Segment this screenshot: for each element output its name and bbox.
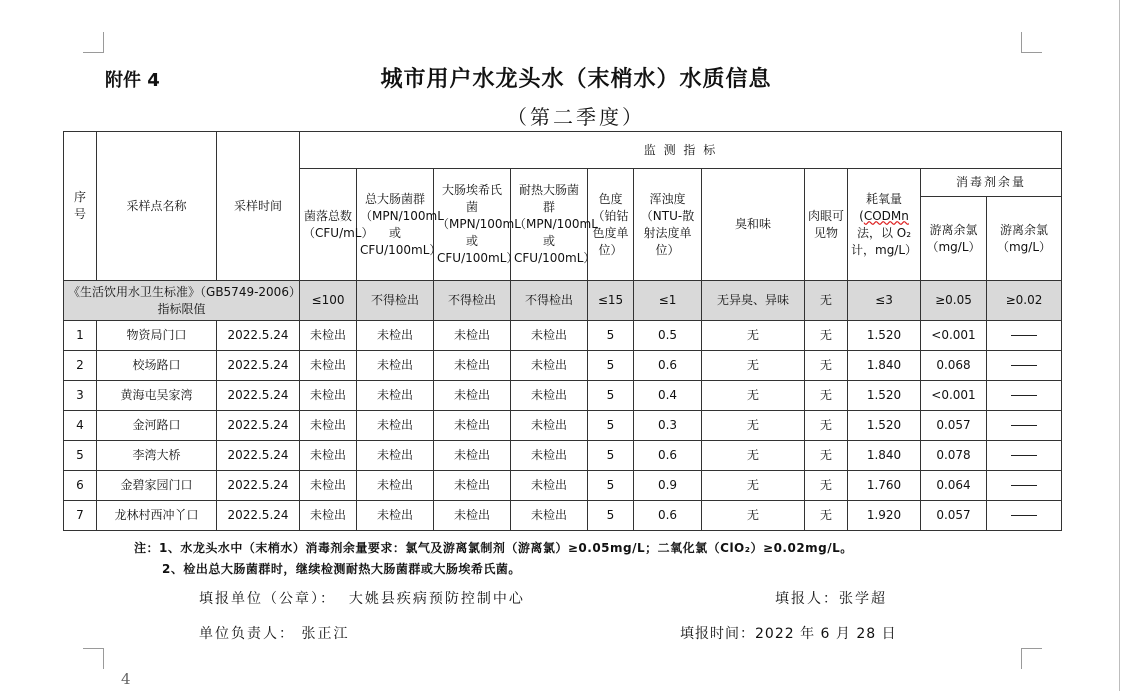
standard-label: 《生活饮用水卫生标准》（GB5749-2006）指标限值 — [64, 281, 300, 321]
cell-visible: 无 — [805, 411, 848, 441]
cell-coliforms: 未检出 — [357, 381, 434, 411]
header-oxygen — [848, 169, 921, 281]
cell-color: 5 — [588, 411, 634, 441]
standard-value: ≥0.02 — [987, 281, 1062, 321]
cell-color: 5 — [588, 321, 634, 351]
cell-oxygen: 1.840 — [848, 351, 921, 381]
header-time: 采样时间 — [217, 132, 300, 281]
cell-site: 金河路口 — [97, 411, 217, 441]
cell-ecoli: 未检出 — [434, 411, 511, 441]
cell-site: 校场路口 — [97, 351, 217, 381]
cell-empty-dash — [987, 471, 1062, 501]
crop-mark-top-right — [1021, 32, 1042, 53]
cell-visible: 无 — [805, 441, 848, 471]
header-free-chlorine-2: 游离余氯（mg/L） — [987, 197, 1062, 281]
reporting-unit — [199, 588, 525, 608]
cell-colonies: 未检出 — [300, 411, 357, 441]
cell-turbidity: 0.4 — [634, 381, 702, 411]
cell-turbidity: 0.9 — [634, 471, 702, 501]
cell-empty-dash — [987, 411, 1062, 441]
cell-thermo: 未检出 — [511, 411, 588, 441]
attachment-label: 附件 4 — [105, 70, 160, 91]
header-site: 采样点名称 — [97, 132, 217, 281]
table-row — [64, 351, 1062, 381]
reporter — [775, 588, 887, 608]
reporting-unit-label: 填报单位（公章）： — [199, 591, 336, 607]
standard-value: 不得检出 — [511, 281, 588, 321]
reporter-value: 张学超 — [839, 591, 887, 607]
cell-visible: 无 — [805, 381, 848, 411]
dash-line — [1011, 395, 1037, 396]
cell-oxygen: 1.520 — [848, 321, 921, 351]
cell-no: 2 — [64, 351, 97, 381]
cell-thermo: 未检出 — [511, 501, 588, 531]
cell-ecoli: 未检出 — [434, 321, 511, 351]
cell-date: 2022.5.24 — [217, 381, 300, 411]
cell-thermo: 未检出 — [511, 471, 588, 501]
cell-ecoli: 未检出 — [434, 471, 511, 501]
cell-odor: 无 — [702, 381, 805, 411]
cell-colonies: 未检出 — [300, 321, 357, 351]
standard-value: 无 — [805, 281, 848, 321]
cell-coliforms: 未检出 — [357, 321, 434, 351]
cell-colonies: 未检出 — [300, 441, 357, 471]
cell-oxygen: 1.840 — [848, 441, 921, 471]
reporter-label: 填报人： — [775, 591, 839, 607]
reporting-unit-value: 大姚县疾病预防控制中心 — [348, 591, 525, 607]
table-row — [64, 501, 1062, 531]
report-date-label: 填报时间： — [680, 626, 755, 642]
header-monitoring-group: 监 测 指 标 — [300, 132, 1062, 169]
table-row — [64, 411, 1062, 441]
cell-odor: 无 — [702, 411, 805, 441]
standard-value: 不得检出 — [434, 281, 511, 321]
header-color: 色度（铂钴色度单位） — [588, 169, 634, 281]
cell-empty-dash — [987, 381, 1062, 411]
cell-ecoli: 未检出 — [434, 381, 511, 411]
cell-color: 5 — [588, 441, 634, 471]
standard-value: 不得检出 — [357, 281, 434, 321]
unit-head-label: 单位负责人： — [199, 626, 295, 642]
page-number: 4 — [121, 670, 131, 688]
header-odor: 臭和味 — [702, 169, 805, 281]
cell-ecoli: 未检出 — [434, 351, 511, 381]
cell-date: 2022.5.24 — [217, 471, 300, 501]
unit-head — [199, 623, 349, 643]
header-oxygen-codmn: CODMn — [863, 208, 909, 223]
header-coliforms: 总大肠菌群（MPN/100mL 或 CFU/100mL） — [357, 169, 434, 281]
cell-coliforms: 未检出 — [357, 441, 434, 471]
table-row — [64, 381, 1062, 411]
cell-color: 5 — [588, 351, 634, 381]
report-date — [680, 623, 897, 643]
cell-chlorine: 0.057 — [921, 411, 987, 441]
cell-odor: 无 — [702, 351, 805, 381]
cell-chlorine: 0.064 — [921, 471, 987, 501]
standard-value: ≤15 — [588, 281, 634, 321]
cell-empty-dash — [987, 441, 1062, 471]
cell-empty-dash — [987, 351, 1062, 381]
cell-oxygen: 1.520 — [848, 381, 921, 411]
cell-turbidity: 0.6 — [634, 441, 702, 471]
cell-date: 2022.5.24 — [217, 501, 300, 531]
cell-no: 3 — [64, 381, 97, 411]
cell-no: 6 — [64, 471, 97, 501]
standard-value: ≥0.05 — [921, 281, 987, 321]
cell-empty-dash — [987, 321, 1062, 351]
cell-coliforms: 未检出 — [357, 471, 434, 501]
crop-mark-bottom-right — [1021, 648, 1042, 669]
unit-head-value: 张正江 — [301, 626, 350, 642]
dash-line — [1011, 515, 1037, 516]
cell-thermo: 未检出 — [511, 441, 588, 471]
cell-date: 2022.5.24 — [217, 321, 300, 351]
standard-value: ≤3 — [848, 281, 921, 321]
cell-thermo: 未检出 — [511, 381, 588, 411]
standard-value: ≤1 — [634, 281, 702, 321]
cell-site: 黄海屯吴家湾 — [97, 381, 217, 411]
cell-coliforms: 未检出 — [357, 501, 434, 531]
cell-coliforms: 未检出 — [357, 411, 434, 441]
crop-mark-bottom-left — [83, 648, 104, 669]
cell-turbidity: 0.6 — [634, 351, 702, 381]
cell-odor: 无 — [702, 501, 805, 531]
cell-odor: 无 — [702, 441, 805, 471]
cell-no: 4 — [64, 411, 97, 441]
header-oxygen-part-c: 法，以 O₂计，mg/L） — [851, 225, 918, 257]
table-row — [64, 471, 1062, 501]
header-ecoli: 大肠埃希氏菌（MPN/100mL 或 CFU/100mL） — [434, 169, 511, 281]
cell-oxygen: 1.760 — [848, 471, 921, 501]
cell-chlorine: <0.001 — [921, 381, 987, 411]
cell-site: 金碧家园门口 — [97, 471, 217, 501]
header-turbidity: 浑浊度（NTU-散射法度单位） — [634, 169, 702, 281]
table-row — [64, 321, 1062, 351]
header-disinfectant-group: 消毒剂余量 — [921, 169, 1062, 197]
cell-chlorine: 0.068 — [921, 351, 987, 381]
cell-visible: 无 — [805, 321, 848, 351]
cell-visible: 无 — [805, 501, 848, 531]
page-title: 城市用户水龙头水（末梢水）水质信息 — [380, 67, 772, 92]
dash-line — [1011, 365, 1037, 366]
cell-colonies: 未检出 — [300, 501, 357, 531]
cell-turbidity: 0.5 — [634, 321, 702, 351]
header-oxygen-part-a: 耗氧量( — [859, 191, 902, 223]
header-thermo: 耐热大肠菌群（MPN/100mL 或 CFU/100mL） — [511, 169, 588, 281]
water-quality-table — [63, 131, 1062, 531]
cell-date: 2022.5.24 — [217, 441, 300, 471]
cell-colonies: 未检出 — [300, 381, 357, 411]
report-date-value: 2022 年 6 月 28 日 — [755, 626, 897, 642]
dash-line — [1011, 335, 1037, 336]
note-2: 2、检出总大肠菌群时，继续检测耐热大肠菌群或大肠埃希氏菌。 — [162, 562, 521, 576]
cell-odor: 无 — [702, 471, 805, 501]
cell-oxygen: 1.920 — [848, 501, 921, 531]
cell-ecoli: 未检出 — [434, 501, 511, 531]
page-subtitle: （第二季度） — [507, 105, 645, 129]
cell-coliforms: 未检出 — [357, 351, 434, 381]
cell-no: 1 — [64, 321, 97, 351]
dash-line — [1011, 455, 1037, 456]
cell-no: 7 — [64, 501, 97, 531]
cell-oxygen: 1.520 — [848, 411, 921, 441]
cell-date: 2022.5.24 — [217, 411, 300, 441]
header-colonies: 菌落总数（CFU/mL） — [300, 169, 357, 281]
cell-visible: 无 — [805, 471, 848, 501]
dash-line — [1011, 425, 1037, 426]
cell-colonies: 未检出 — [300, 471, 357, 501]
standard-value: 无异臭、异味 — [702, 281, 805, 321]
cell-chlorine: 0.057 — [921, 501, 987, 531]
cell-thermo: 未检出 — [511, 321, 588, 351]
cell-site: 龙林村西冲丫口 — [97, 501, 217, 531]
cell-chlorine: 0.078 — [921, 441, 987, 471]
header-index: 序号 — [64, 132, 97, 281]
header-free-chlorine: 游离余氯（mg/L） — [921, 197, 987, 281]
cell-colonies: 未检出 — [300, 351, 357, 381]
cell-site: 李湾大桥 — [97, 441, 217, 471]
cell-turbidity: 0.6 — [634, 501, 702, 531]
header-visible: 肉眼可见物 — [805, 169, 848, 281]
note-1: 注：1、水龙头水中（末梢水）消毒剂余量要求：氯气及游离氯制剂（游离氯）≥0.05mg/L；二氧化氯（ClO₂）≥0.02mg/L。 — [134, 541, 853, 555]
cell-turbidity: 0.3 — [634, 411, 702, 441]
cell-no: 5 — [64, 441, 97, 471]
cell-date: 2022.5.24 — [217, 351, 300, 381]
cell-empty-dash — [987, 501, 1062, 531]
cell-ecoli: 未检出 — [434, 441, 511, 471]
cell-chlorine: <0.001 — [921, 321, 987, 351]
cell-visible: 无 — [805, 351, 848, 381]
cell-color: 5 — [588, 381, 634, 411]
cell-color: 5 — [588, 501, 634, 531]
cell-odor: 无 — [702, 321, 805, 351]
table-row — [64, 441, 1062, 471]
cell-color: 5 — [588, 471, 634, 501]
standard-value: ≤100 — [300, 281, 357, 321]
dash-line — [1011, 485, 1037, 486]
cell-thermo: 未检出 — [511, 351, 588, 381]
crop-mark-top-left — [83, 32, 104, 53]
cell-site: 物资局门口 — [97, 321, 217, 351]
